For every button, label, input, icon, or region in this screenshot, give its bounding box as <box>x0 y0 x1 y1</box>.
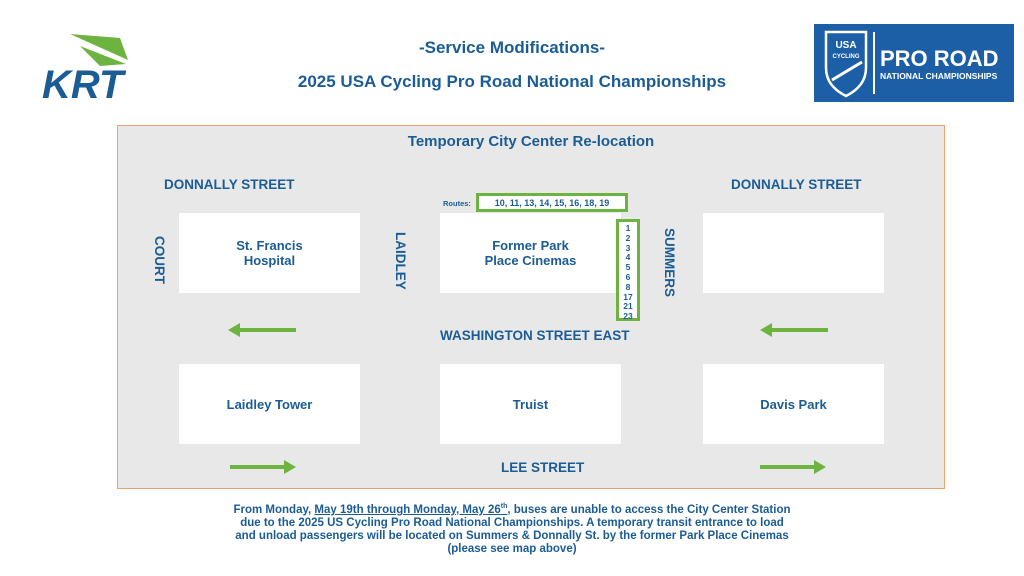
pro-road-subtitle: NATIONAL CHAMPIONSHIPS <box>880 71 998 81</box>
page-title-line1: -Service Modifications- <box>418 38 606 57</box>
routes-horizontal-list: 10, 11, 13, 14, 15, 16, 18, 19 <box>494 197 610 208</box>
arrow-left-icon <box>760 322 830 338</box>
route-number: 1 <box>625 223 631 233</box>
routes-horizontal-box <box>476 193 628 212</box>
arrow-left-icon <box>228 322 298 338</box>
footer-part1: From Monday, <box>233 503 315 516</box>
block-davis-park: Davis Park <box>703 364 884 444</box>
footer-part2: , buses are unable to access the City Center Station <box>507 503 791 516</box>
street-donnally-left: DONNALLY STREET <box>164 177 295 192</box>
street-laidley: LAIDLEY <box>393 232 408 290</box>
route-number: 2 <box>625 232 631 243</box>
block-former-park-place-cinemas: Former Park Place Cinemas <box>440 213 621 293</box>
route-number: 3 <box>625 242 631 253</box>
block-st-francis-hospital: St. Francis Hospital <box>179 213 360 293</box>
street-court: COURT <box>152 236 167 284</box>
svg-text:CYCLING: CYCLING <box>832 54 860 60</box>
route-number: 21 <box>623 301 633 312</box>
street-donnally-right: DONNALLY STREET <box>731 177 862 192</box>
map-title: Temporary City Center Re-location <box>407 133 655 150</box>
footer-line4: (please see map above) <box>447 542 577 555</box>
route-number: 4 <box>625 252 631 263</box>
street-washington: WASHINGTON STREET EAST <box>440 328 630 343</box>
street-summers: SUMMERS <box>662 228 677 298</box>
footer-notice <box>150 500 874 556</box>
footer-line2: due to the 2025 US Cycling Pro Road National Championships. A temporary transit entrance to load <box>240 516 784 529</box>
routes-vertical-box <box>616 219 640 321</box>
route-number: 23 <box>623 311 633 322</box>
footer-line3: and unload passengers will be located on Summers & Donnally St. by the former Park Place Cinemas <box>235 529 789 542</box>
pro-road-logo <box>814 24 1014 102</box>
block-truist: Truist <box>440 364 621 444</box>
pro-road-title: PRO ROAD <box>880 46 999 71</box>
page-title-line2: 2025 USA Cycling Pro Road National Championships <box>297 72 727 91</box>
route-number: 17 <box>623 291 633 302</box>
block-empty <box>703 213 884 293</box>
arrow-right-icon <box>228 459 298 475</box>
krt-logo-text: KRT <box>42 63 124 104</box>
street-lee: LEE STREET <box>501 460 585 475</box>
route-number: 6 <box>625 271 631 282</box>
block-laidley-tower: Laidley Tower <box>179 364 360 444</box>
footer-dates: May 19th through Monday, May 26th <box>314 503 508 516</box>
route-number: 5 <box>625 262 631 273</box>
routes-label: Routes: <box>443 199 471 208</box>
svg-text:USA: USA <box>835 40 857 51</box>
route-number: 8 <box>625 281 631 292</box>
arrow-right-icon <box>758 459 828 475</box>
